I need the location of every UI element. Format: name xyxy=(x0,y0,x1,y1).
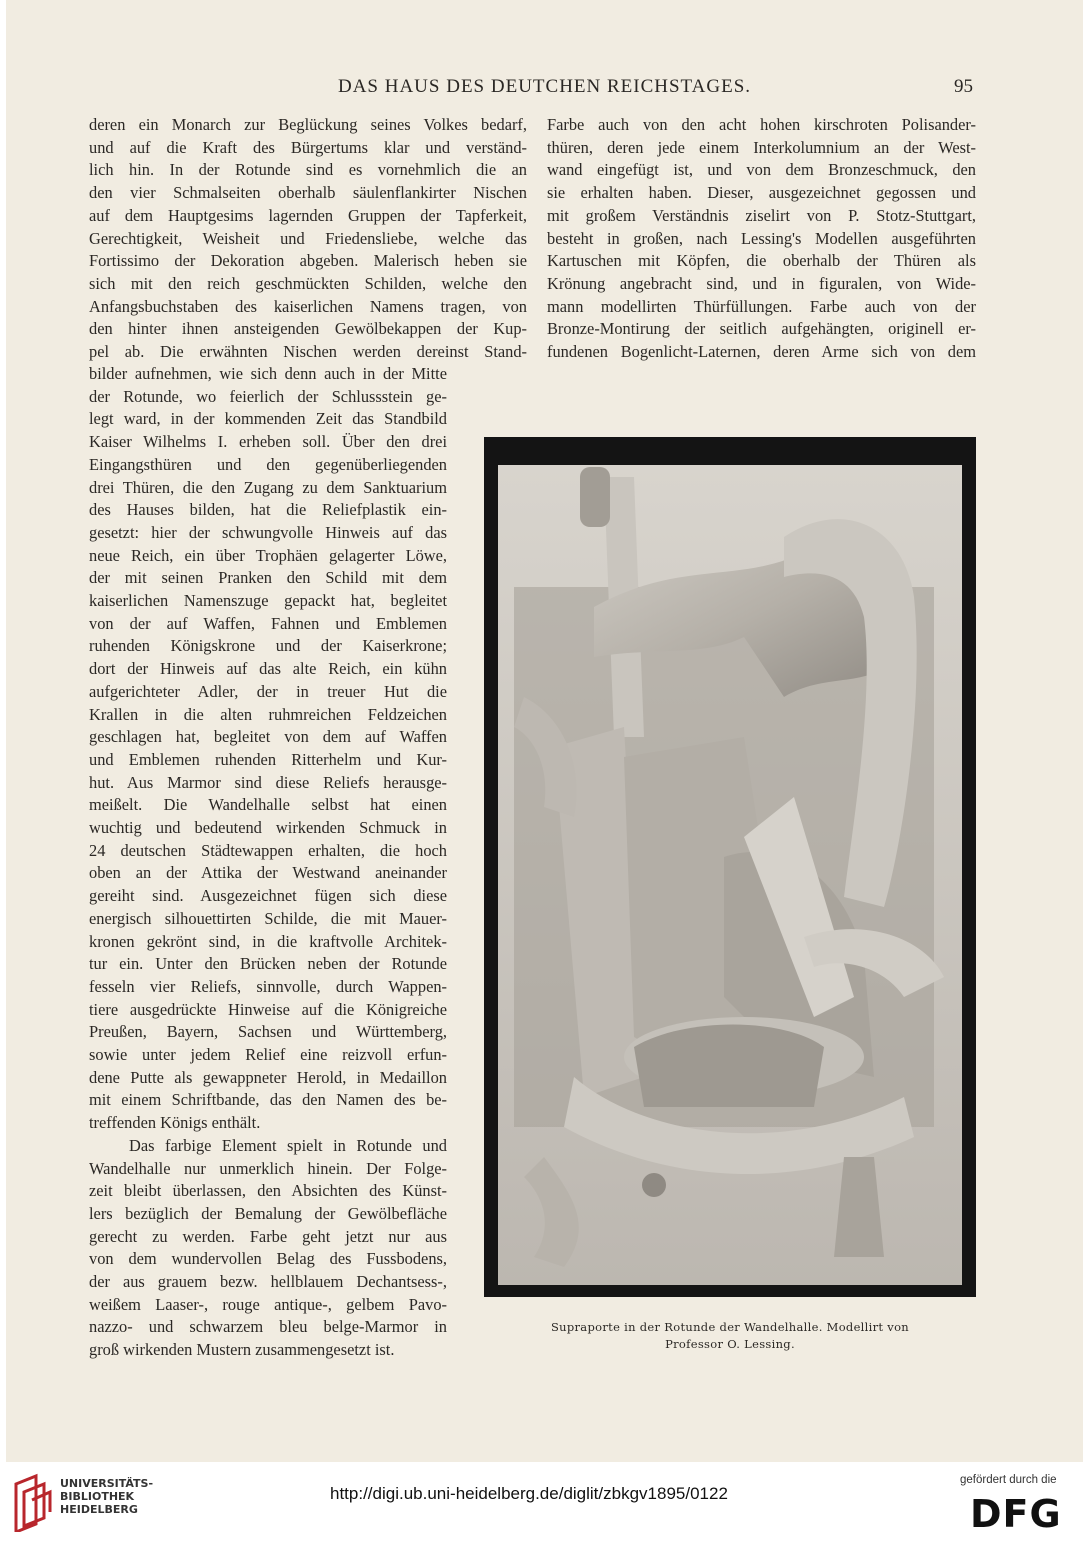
text-line: zeit bleibt überlassen, den Absichten des Künst- xyxy=(89,1181,447,1201)
text-line: deren ein Monarch zur Beglückung seines Volkes bedarf, xyxy=(89,115,527,134)
text-line: besteht in großen, nach Lessing's Modellen ausgeführten xyxy=(547,228,976,248)
library-name: UNIVERSITÄTS- BIBLIOTHEK HEIDELBERG xyxy=(60,1477,154,1516)
page-number: 95 xyxy=(954,76,973,97)
text-line: den vier Schmalseiten oberhalb säulenflankirter Nischen xyxy=(89,183,527,203)
text-line: neue Reich, ein über Trophäen gelagerter Löwe, xyxy=(89,545,447,565)
text-line: fundenen Bogenlicht-Laternen, deren Arme sich von dem xyxy=(547,342,976,361)
text-line: tiere ausgedrückte Hinweise auf die Königreiche xyxy=(89,999,447,1019)
scanned-page xyxy=(6,0,1083,1462)
text-line: der mit seinen Pranken den Schild mit dem xyxy=(89,568,447,588)
text-line: mann modellirten Thürfüllungen. Farbe auch von der xyxy=(547,296,976,316)
dfg-logo: DFG xyxy=(970,1492,1062,1536)
text-line: Anfangsbuchstaben des kaiserlichen Namens tragen, von xyxy=(89,296,527,316)
text-line: drei Thüren, die den Zugang zu dem Sanktuarium xyxy=(89,477,447,497)
text-line: von der auf Waffen, Fahnen und Emblemen xyxy=(89,613,447,633)
text-line: weißem Laaser-, rouge antique-, gelbem Pavo- xyxy=(89,1294,447,1314)
text-line: gereiht sind. Ausgezeichnet fügen sich diese xyxy=(89,886,447,906)
text-line: ruhenden Königskrone und der Kaiserkrone; xyxy=(89,636,447,656)
text-line: mit großem Verständnis ziselirt von P. Stotz-Stuttgart, xyxy=(547,205,976,225)
text-line: und auf die Kraft des Bürgertums klar und verständ- xyxy=(89,137,527,157)
text-line: Krönung angebracht sind, und in figuralen, von Wide- xyxy=(547,273,976,293)
text-line: Kartuschen mit Köpfen, die oberhalb der Thüren als xyxy=(547,251,976,271)
text-line: Bronze-Montirung der seitlich aufgehängten, originell er- xyxy=(547,319,976,339)
permalink[interactable]: http://digi.ub.uni-heidelberg.de/diglit/zbkgv1895/0122 xyxy=(330,1484,728,1503)
text-line: sie erhalten haben. Dieser, ausgezeichnet gegossen und xyxy=(547,183,976,203)
text-line: den hinter ihnen ansteigenden Gewölbekappen der Kup- xyxy=(89,319,527,339)
text-line: auf dem Hauptgesims lagernden Gruppen der Tapferkeit, xyxy=(89,205,527,225)
text-line: Farbe auch von den acht hohen kirschroten Polisander- xyxy=(547,115,976,134)
text-line: lich hin. In der Rotunde sind es vornehmlich die an xyxy=(89,160,527,180)
text-line: kaiserlichen Namenszuge gepackt hat, begleitet xyxy=(89,591,447,610)
text-line: geschlagen hat, begleitet von dem auf Waffen xyxy=(89,727,447,747)
text-line: gesetzt: hier der schwungvolle Hinweis auf das xyxy=(89,522,447,542)
digitization-footer xyxy=(0,1462,1089,1544)
text-line: Fortissimo der Dekoration abgeben. Malerisch heben sie xyxy=(89,251,527,271)
text-line: Kaiser Wilhelms I. erheben soll. Über den drei xyxy=(89,432,447,452)
relief-image xyxy=(484,437,976,1297)
text-line: von dem wundervollen Belag des Fussbodens, xyxy=(89,1249,447,1269)
text-line: 24 deutschen Städtewappen erhalten, die hoch xyxy=(89,840,447,860)
text-line: lers bezüglich der Bemalung der Gewölbefläche xyxy=(89,1203,447,1223)
sponsor-text: gefördert durch die xyxy=(960,1474,1057,1486)
running-header: DAS HAUS DES DEUTCHEN REICHSTAGES. xyxy=(337,76,752,97)
text-line: gerecht zu werden. Farbe geht jetzt nur aus xyxy=(89,1226,447,1246)
text-line: Gerechtigkeit, Weisheit und Friedensliebe, welche das xyxy=(89,228,527,248)
text-line: hut. Aus Marmor sind diese Reliefs herausge- xyxy=(89,772,447,792)
text-line: des Hauses bilden, hat die Reliefplastik ein- xyxy=(89,500,447,520)
text-line: und Emblemen ruhenden Ritterhelm und Kur- xyxy=(89,749,447,769)
figure-caption-line-1: Supraporte in der Rotunde der Wandelhalle. Modellirt von xyxy=(550,1320,910,1334)
text-line: fesseln vier Reliefs, sinnvolle, durch Wappen- xyxy=(89,976,447,996)
text-line: pel ab. Die erwähnten Nischen werden dereinst Stand- xyxy=(89,342,527,361)
text-line: nazzo- und schwarzem bleu belge-Marmor in xyxy=(89,1317,447,1337)
text-line: Wandelhalle nur unmerklich hinein. Der Folge- xyxy=(89,1158,447,1178)
university-library-logo-icon xyxy=(10,1472,54,1532)
text-line: sich mit den reich geschmückten Schilden, welche den xyxy=(89,273,527,293)
text-line: wand eingefügt ist, und von dem Bronzeschmuck, den xyxy=(547,160,976,180)
text-line: dort der Hinweis auf das alte Reich, ein kühn xyxy=(89,659,447,679)
text-line: kronen gekrönt sind, in die kraftvolle Architek- xyxy=(89,931,447,951)
text-line: Preußen, Bayern, Sachsen und Württemberg, xyxy=(89,1022,447,1042)
text-line: dene Putte als gewappneter Herold, in Medaillon xyxy=(89,1067,447,1087)
text-line: Das farbige Element spielt in Rotunde und xyxy=(129,1135,447,1155)
text-line: energisch silhouettirten Schilde, die mit Mauer- xyxy=(89,908,447,928)
text-line: bilder aufnehmen, wie sich denn auch in der Mitte xyxy=(89,364,447,383)
text-line: oben an der Attika der Westwand aneinander xyxy=(89,863,447,883)
text-line: Krallen in die alten ruhmreichen Feldzeichen xyxy=(89,704,447,724)
text-line: aufgerichteter Adler, der in treuer Hut die xyxy=(89,681,447,701)
text-line: thüren, deren jede einem Interkolumnium an der West- xyxy=(547,137,976,157)
text-line: mit einem Schriftbande, das den Namen des be- xyxy=(89,1090,447,1110)
text-line: tur ein. Unter den Brücken neben der Rotunde xyxy=(89,954,447,974)
text-line: der Rotunde, wo feierlich der Schlussstein ge- xyxy=(89,386,447,406)
text-line: treffenden Königs enthält. xyxy=(89,1113,261,1133)
text-line: groß wirkenden Mustern zusammengesetzt ist. xyxy=(89,1340,395,1360)
text-line: sowie unter jedem Relief eine reizvoll erfun- xyxy=(89,1045,447,1064)
text-line: Eingangsthüren und den gegenüberliegenden xyxy=(89,454,447,474)
figure-caption-line-2: Professor O. Lessing. xyxy=(665,1337,795,1351)
text-line: legt ward, in der kommenden Zeit das Standbild xyxy=(89,409,447,429)
text-line: meißelt. Die Wandelhalle selbst hat einen xyxy=(89,795,447,815)
text-line: wuchtig und bedeutend wirkenden Schmuck in xyxy=(89,818,447,837)
figure-plate xyxy=(484,437,976,1297)
text-line: der aus grauem bezw. hellblauem Dechantsess-, xyxy=(89,1272,447,1291)
